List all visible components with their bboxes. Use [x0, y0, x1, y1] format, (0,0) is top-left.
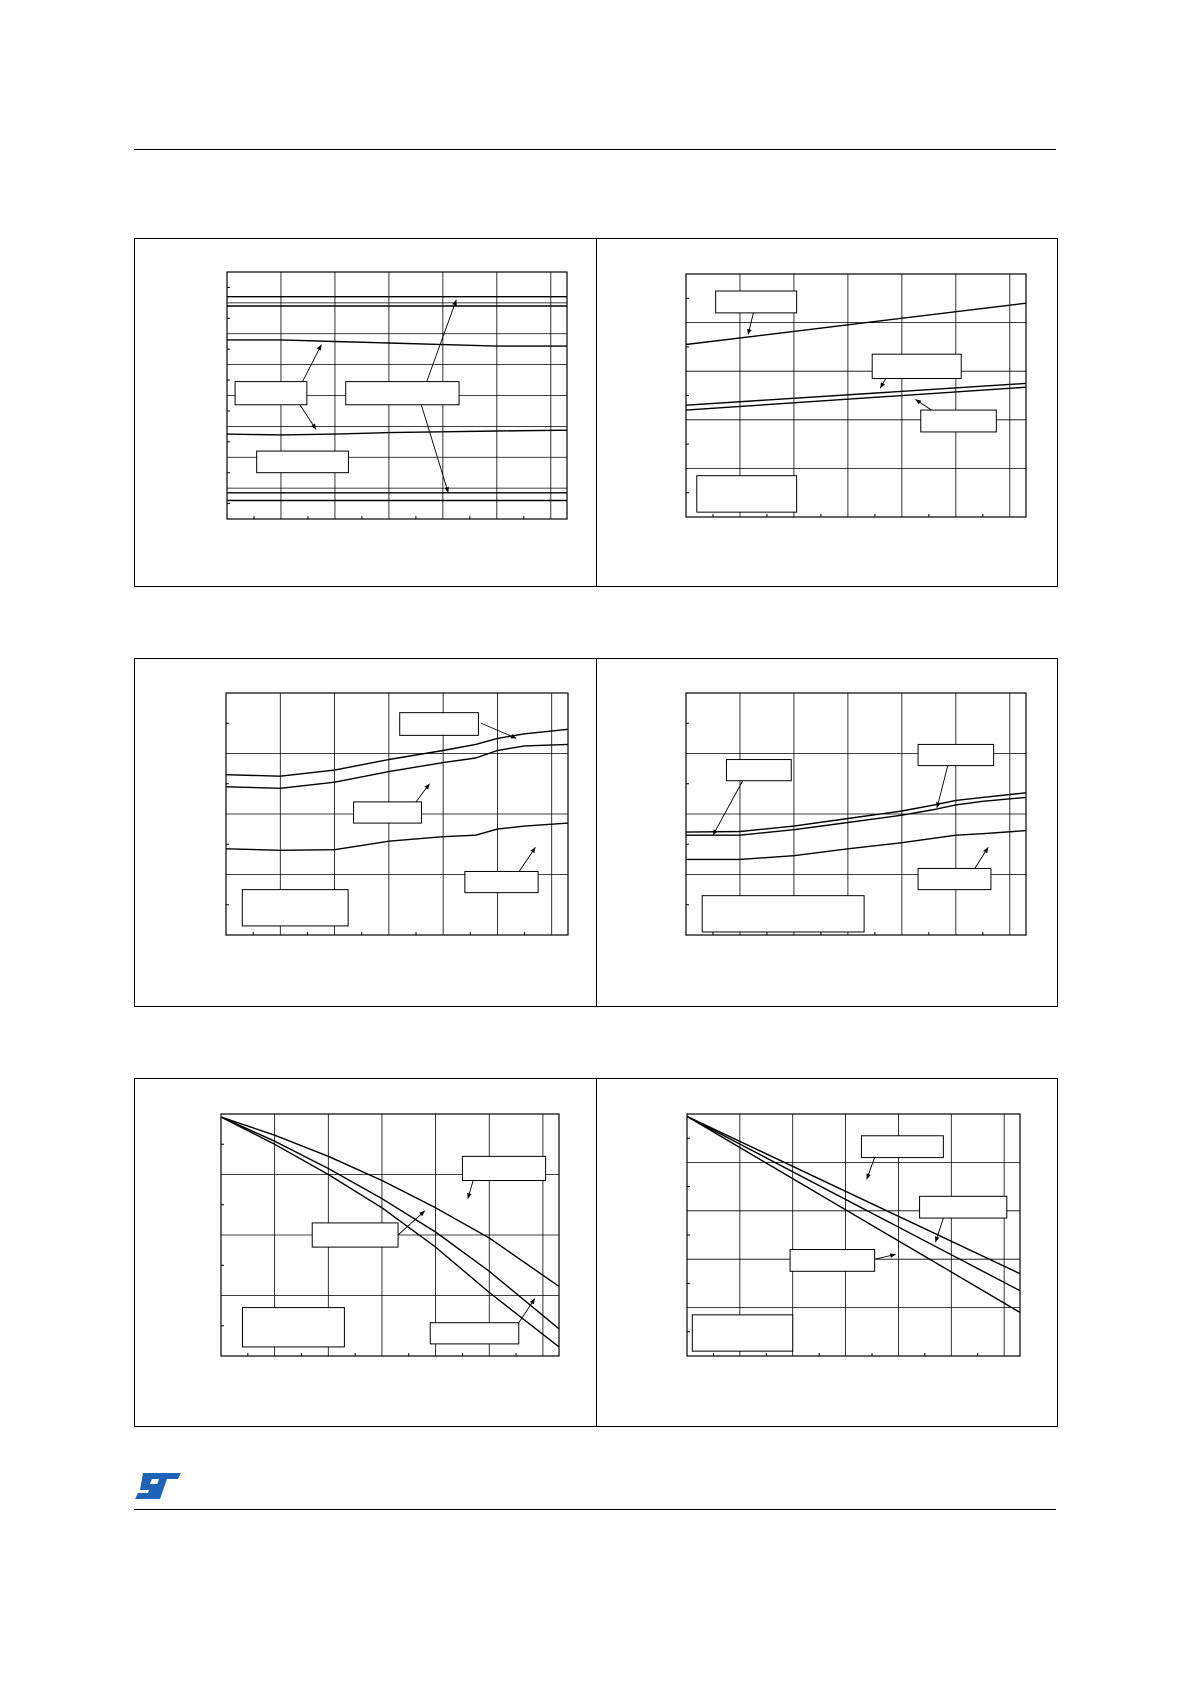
- annotation-box: [692, 1315, 792, 1351]
- annotation-box: [861, 1136, 943, 1158]
- annotation-box: [920, 1196, 1007, 1218]
- annotation-arrowhead: [890, 1253, 896, 1258]
- annotation-arrowhead: [866, 1173, 870, 1179]
- footer-rule: [134, 1509, 1056, 1510]
- st-logo-shape: [135, 1473, 181, 1499]
- annotation-box: [790, 1250, 875, 1272]
- st-logo-icon: [134, 1472, 182, 1500]
- annotation-arrowhead: [935, 1236, 939, 1242]
